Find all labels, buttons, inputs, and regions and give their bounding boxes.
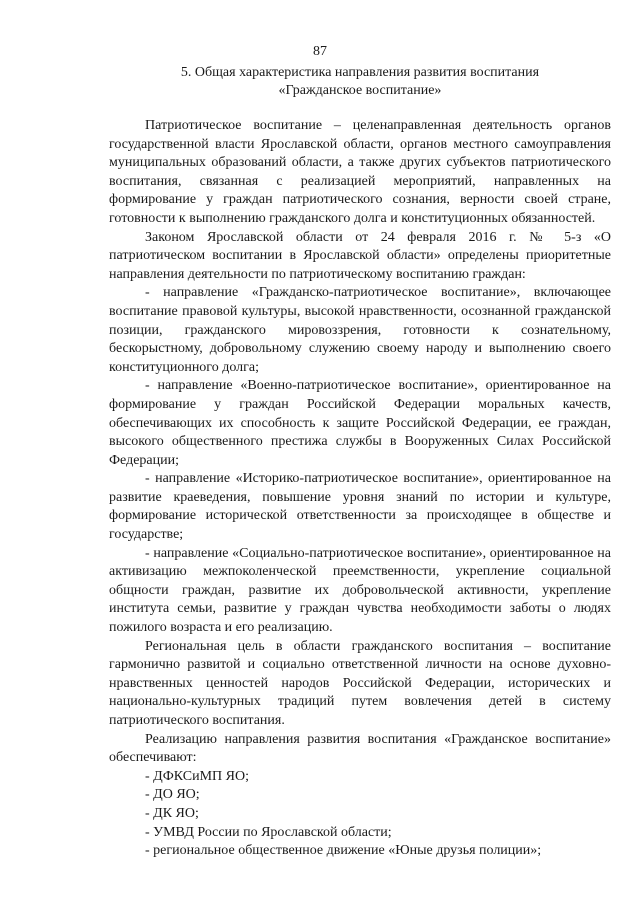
list-item-young-police-friends: - региональное общественное движение «Юные друзья полиции»; — [145, 843, 542, 859]
paragraph-regional-goal: Региональная цель в области гражданского воспитания – воспитание гармонично развитой и социально ответственной личности на основе духовно-нравственных ценностей народов Российской Федерации, исторических и национально-культурных традиций путем вовлечения детей в систему патриотического воспитания. — [109, 638, 611, 728]
list-item-dfksimp: - ДФКСиМП ЯО; — [145, 768, 249, 784]
paragraph-law: Законом Ярославской области от 24 февраля 2016 г. № 5-з «О патриотическом воспитании в Ярославской области» определены приоритетные направления деятельности по патриотическому воспитанию граждан: — [109, 229, 611, 282]
list-item-military-patriotic: - направление «Военно-патриотическое воспитание», ориентированное на формирование у граждан Российской Федерации моральных качеств, обеспечивающих их способность к защите Российской Федерации, ее граждан, высокого общественного престижа службы в Вооруженных Силах Российской Федерации; — [109, 378, 611, 468]
list-item-do: - ДО ЯО; — [145, 787, 200, 803]
list-item-historical-patriotic: - направление «Историко-патриотическое воспитание», ориентированное на развитие краеведения, повышение уровня знаний по истории и культуре, формирование исторической ответственности за происходящее в обществе и государстве; — [109, 471, 611, 543]
list-item-umvd: - УМВД России по Ярославской области; — [145, 824, 392, 840]
section-heading — [90, 64, 630, 100]
document-body — [109, 117, 611, 861]
list-item-dk: - ДК ЯО; — [145, 805, 199, 821]
paragraph-implementers: Реализацию направления развития воспитания «Гражданское воспитание» обеспечивают: — [109, 731, 611, 766]
list-item-social-patriotic: - направление «Социально-патриотическое воспитание», ориентированное на активизацию межпоколенческой преемственности, укрепление социальной общности граждан, развитие их добровольческой активности, укрепление института семьи, развитие у граждан чувства необходимости заботы о людях пожилого возраста и его реализацию. — [109, 545, 611, 636]
page-number: 87 — [313, 44, 327, 59]
section-heading-line-1: 5. Общая характеристика направления развития воспитания — [180, 65, 540, 80]
list-item-civic-patriotic: - направление «Гражданско-патриотическое воспитание», включающее воспитание правовой культуры, высокой нравственности, осознанной гражданской позиции, гражданского мировоззрения, готовности к сознательному, бескорыстному, добровольному служению своему народу и выполнению своего конституционного долга; — [109, 285, 611, 375]
section-heading-line-2: «Гражданское воспитание» — [278, 83, 442, 98]
paragraph-definition: Патриотическое воспитание – целенаправленная деятельность органов государственной власти Ярославской области, органов местного самоуправления муниципальных образований области, а также других субъектов патриотического воспитания, связанная с реализацией мероприятий, направленных на формирование у граждан патриотического сознания, верности своей стране, готовности к выполнению гражданского долга и конституционных обязанностей. — [109, 118, 611, 226]
